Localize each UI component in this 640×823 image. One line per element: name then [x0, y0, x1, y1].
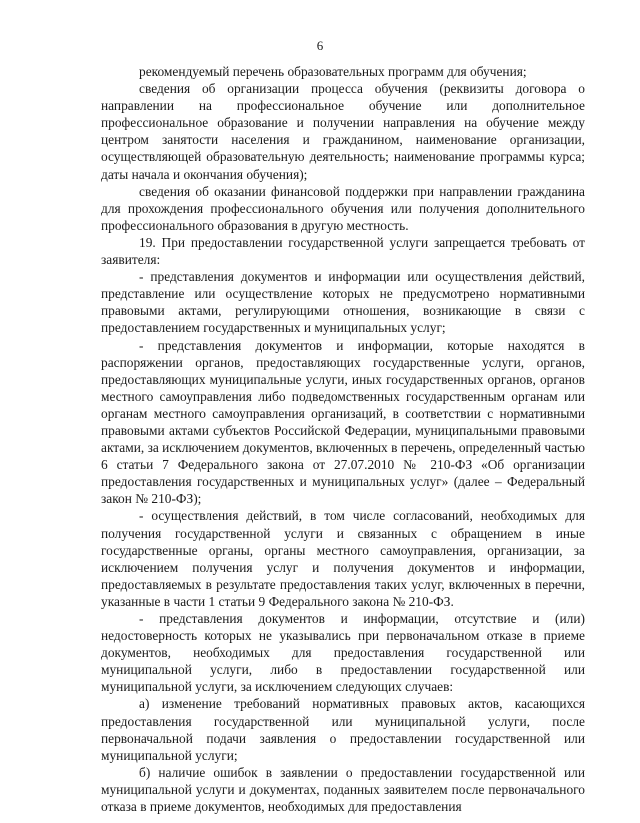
document-body [101, 63, 585, 815]
paragraph-documents-in-agencies: - представления документов и информации, которые находятся в распоряжении органов, предоставляющих государственные услуги, органов, предоставляющих муниципальные услуги, иных государственных органов, органов местного самоуправления либо подведомственных государственным органам или органам местного самоуправления организаций, в соответствии с нормативными правовыми актами субъектов Российской Федерации, муниципальными правовыми актами, за исключением документов, включенных в перечень, определенный частью 6 статьи 7 Федерального закона от 27.07.2010 № 210-ФЗ «Об организации предоставления государственных и муниципальных услуг» (далее – Федеральный закон № 210-ФЗ); [101, 337, 585, 507]
paragraph-programs-list: рекомендуемый перечень образовательных программ для обучения; [139, 64, 527, 79]
paragraph-missing-documents: - представления документов и информации, отсутствие и (или) недостоверность которых не указывались при первоначальном отказе в приеме документов, необходимых для предоставления государственной или муниципальной услуги, либо в предоставлении государственной или муниципальной услуги, за исключением следующих случаев: [101, 611, 585, 695]
paragraph-financial-support: сведения об оказании финансовой поддержки при направлении гражданина для прохождения профессионального обучения или получения дополнительного профессионального образования в другую местность. [101, 183, 585, 233]
paragraph-no-regulation: - представления документов и информации или осуществления действий, представление или осуществление которых не предусмотрено нормативными правовыми актами, регулирующими отношения, возникающие в связи с предоставлением государственных и муниципальных услуг; [101, 269, 585, 336]
paragraph-training-process: сведения об организации процесса обучения (реквизиты договора о направлении на профессиональное обучение или дополнительное профессиональное образование и получении направления на обучение между центром занятости населения и гражданином, наименование организации, осуществляющей образовательную деятельность; наименование программы курса; даты начала и окончания обучения); [101, 81, 585, 182]
paragraph-clause-19: 19. При предоставлении государственной услуги запрещается требовать от заявителя: [101, 234, 585, 268]
paragraph-case-a: а) изменение требований нормативных правовых актов, касающихся предоставления государственной или муниципальной услуги, после первоначальной подачи заявления о предоставлении государственной или муниципальной услуги; [101, 696, 585, 763]
paragraph-approvals: - осуществления действий, в том числе согласований, необходимых для получения государственной услуги и связанных с обращением в иные государственные органы, органы местного самоуправления, организации, за исключением получения услуг и получения документов и информации, предоставляемых в результате предоставления таких услуг, включенных в перечни, указанные в части 1 статьи 9 Федерального закона № 210-ФЗ. [101, 508, 585, 609]
page-number: 6 [316, 38, 324, 53]
paragraph-case-b: б) наличие ошибок в заявлении о предоставлении государственной или муниципальной услуги и документах, поданных заявителем после первоначального отказа в приеме документов, необходимых для предоставления [101, 764, 585, 815]
